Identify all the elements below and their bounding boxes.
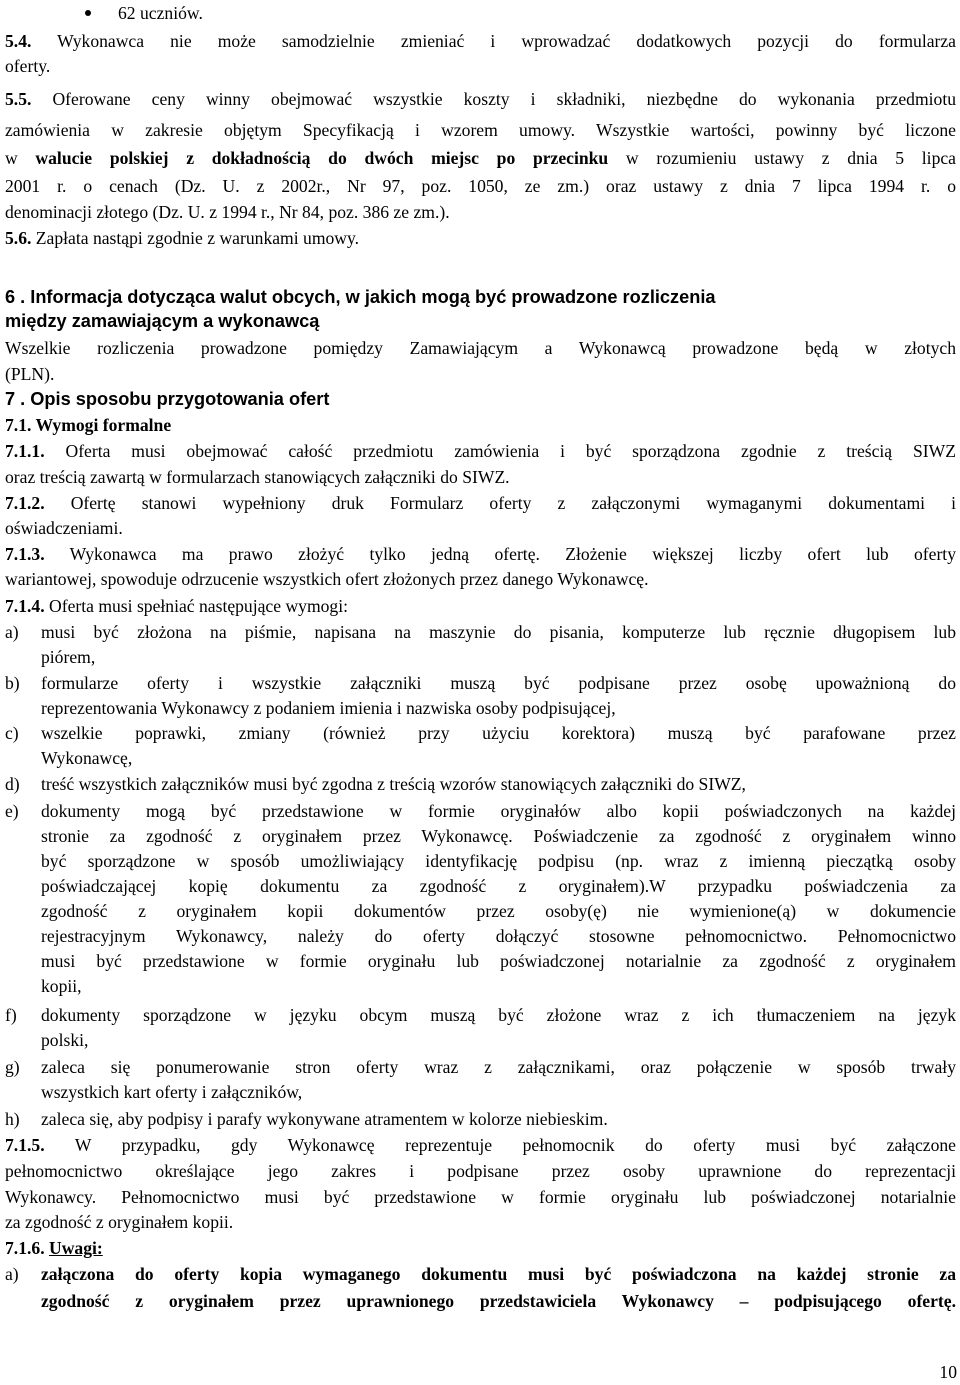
section-7-1-3-line-2: wariantowej, spowoduje odrzucenie wszystkich ofert złożonych przez danego Wykonawcę. bbox=[5, 569, 649, 589]
section-7-1-5-line-4: za zgodność z oryginałem kopii. bbox=[5, 1212, 234, 1232]
section-5-5-line-3: w walucie polskiej z dokładnością do dwóch miejsc po przecinku w rozumieniu ustawy z dnia 5 lipca bbox=[5, 148, 956, 168]
section-number: 7.1.4. bbox=[5, 596, 45, 616]
section-number: 7.1.5. bbox=[5, 1135, 45, 1155]
section-text: Wykonawca nie może samodzielnie zmieniać i wprowadzać dodatkowych pozycji do formularza bbox=[57, 31, 956, 51]
section-5-5-line-4 bbox=[5, 174, 956, 198]
section-6-text-line-1: Wszelkie rozliczenia prowadzone pomiędzy Zamawiającym a Wykonawcą prowadzone będą w złotych bbox=[5, 338, 956, 358]
section-text: zamówienia w zakresie objętym Specyfikacją i wzorem umowy. Wszystkie wartości, powinny być liczone bbox=[5, 120, 956, 140]
section-5-5-line-2 bbox=[5, 118, 956, 142]
section-6-heading-line-2: między zamawiającym a wykonawcą bbox=[5, 311, 320, 331]
section-7-1-4-intro: 7.1.4. Oferta musi spełniać następujące wymogi: bbox=[5, 596, 348, 616]
section-5-5-line-1 bbox=[5, 87, 956, 111]
section-7-1-5-line-1: 7.1.5. W przypadku, gdy Wykonawcę reprezentuje pełnomocnik do oferty musi być załączone bbox=[5, 1135, 956, 1155]
section-7-1-2-line-2: oświadczeniami. bbox=[5, 518, 123, 538]
section-7-1-5-line-2: pełnomocnictwo określające jego zakres i podpisane przez osoby uprawnione do reprezentacji bbox=[5, 1161, 956, 1181]
section-number: 5.4. bbox=[5, 31, 32, 51]
section-text: Zapłata nastąpi zgodnie z warunkami umowy. bbox=[35, 228, 360, 248]
section-5-4-line-2 bbox=[5, 54, 956, 78]
section-5-4-line-1 bbox=[5, 29, 956, 53]
page-number: 10 bbox=[939, 1362, 957, 1382]
section-5-5-line-5 bbox=[5, 200, 956, 224]
section-text: 2001 r. o cenach (Dz. U. z 2002r., Nr 97, poz. 1050, ze zm.) oraz ustawy z dnia 7 lipca 1994 r. o bbox=[5, 176, 956, 196]
section-7-1-1-line-2: oraz treścią zawartą w formularzach stanowiących załączniki do SIWZ. bbox=[5, 467, 510, 487]
section-7-heading: 7 . Opis sposobu przygotowania ofert bbox=[5, 389, 330, 409]
section-number: 7.1.2. bbox=[5, 493, 45, 513]
section-7-1-3-line-1: 7.1.3. Wykonawca ma prawo złożyć tylko jedną ofertę. Złożenie większej liczby ofert lub oferty bbox=[5, 544, 956, 564]
underlined-title: Uwagi: bbox=[49, 1238, 103, 1258]
section-text: oferty. bbox=[5, 56, 51, 76]
section-text: Oferowane ceny winny obejmować wszystkie koszty i składniki, niezbędne do wykonania przedmiotu bbox=[52, 89, 956, 109]
section-number: 7.1.6. bbox=[5, 1238, 45, 1258]
bullet-dot-icon bbox=[85, 10, 91, 16]
section-6-heading-line-1: 6 . Informacja dotycząca walut obcych, w jakich mogą być prowadzone rozliczenia bbox=[5, 287, 716, 307]
section-number: 5.6. bbox=[5, 228, 32, 248]
section-number: 7.1.1. bbox=[5, 441, 45, 461]
bold-text: walucie polskiej z dokładnością do dwóch miejsc po przecinku bbox=[35, 148, 609, 168]
section-7-1-heading: 7.1. Wymogi formalne bbox=[5, 415, 172, 435]
section-7-1-2-line-1: 7.1.2. Ofertę stanowi wypełniony druk Formularz oferty z załączonymi wymaganymi dokumentami i bbox=[5, 493, 956, 513]
bullet-text: 62 uczniów. bbox=[118, 3, 203, 23]
section-5-6 bbox=[5, 226, 956, 250]
section-7-1-6-heading bbox=[5, 1236, 956, 1260]
section-number: 5.5. bbox=[5, 89, 32, 109]
section-text: denominacji złotego (Dz. U. z 1994 r., Nr 84, poz. 386 ze zm.). bbox=[5, 202, 450, 222]
section-number: 7.1.3. bbox=[5, 544, 45, 564]
section-7-1-1-line-1: 7.1.1. Oferta musi obejmować całość przedmiotu zamówienia i być sporządzona zgodnie z treścią SIWZ bbox=[5, 441, 956, 461]
section-6-text-line-2: (PLN). bbox=[5, 364, 55, 384]
section-7-1-5-line-3: Wykonawcy. Pełnomocnictwo musi być przedstawione w formie oryginału lub poświadczonej notarialnie bbox=[5, 1187, 956, 1207]
